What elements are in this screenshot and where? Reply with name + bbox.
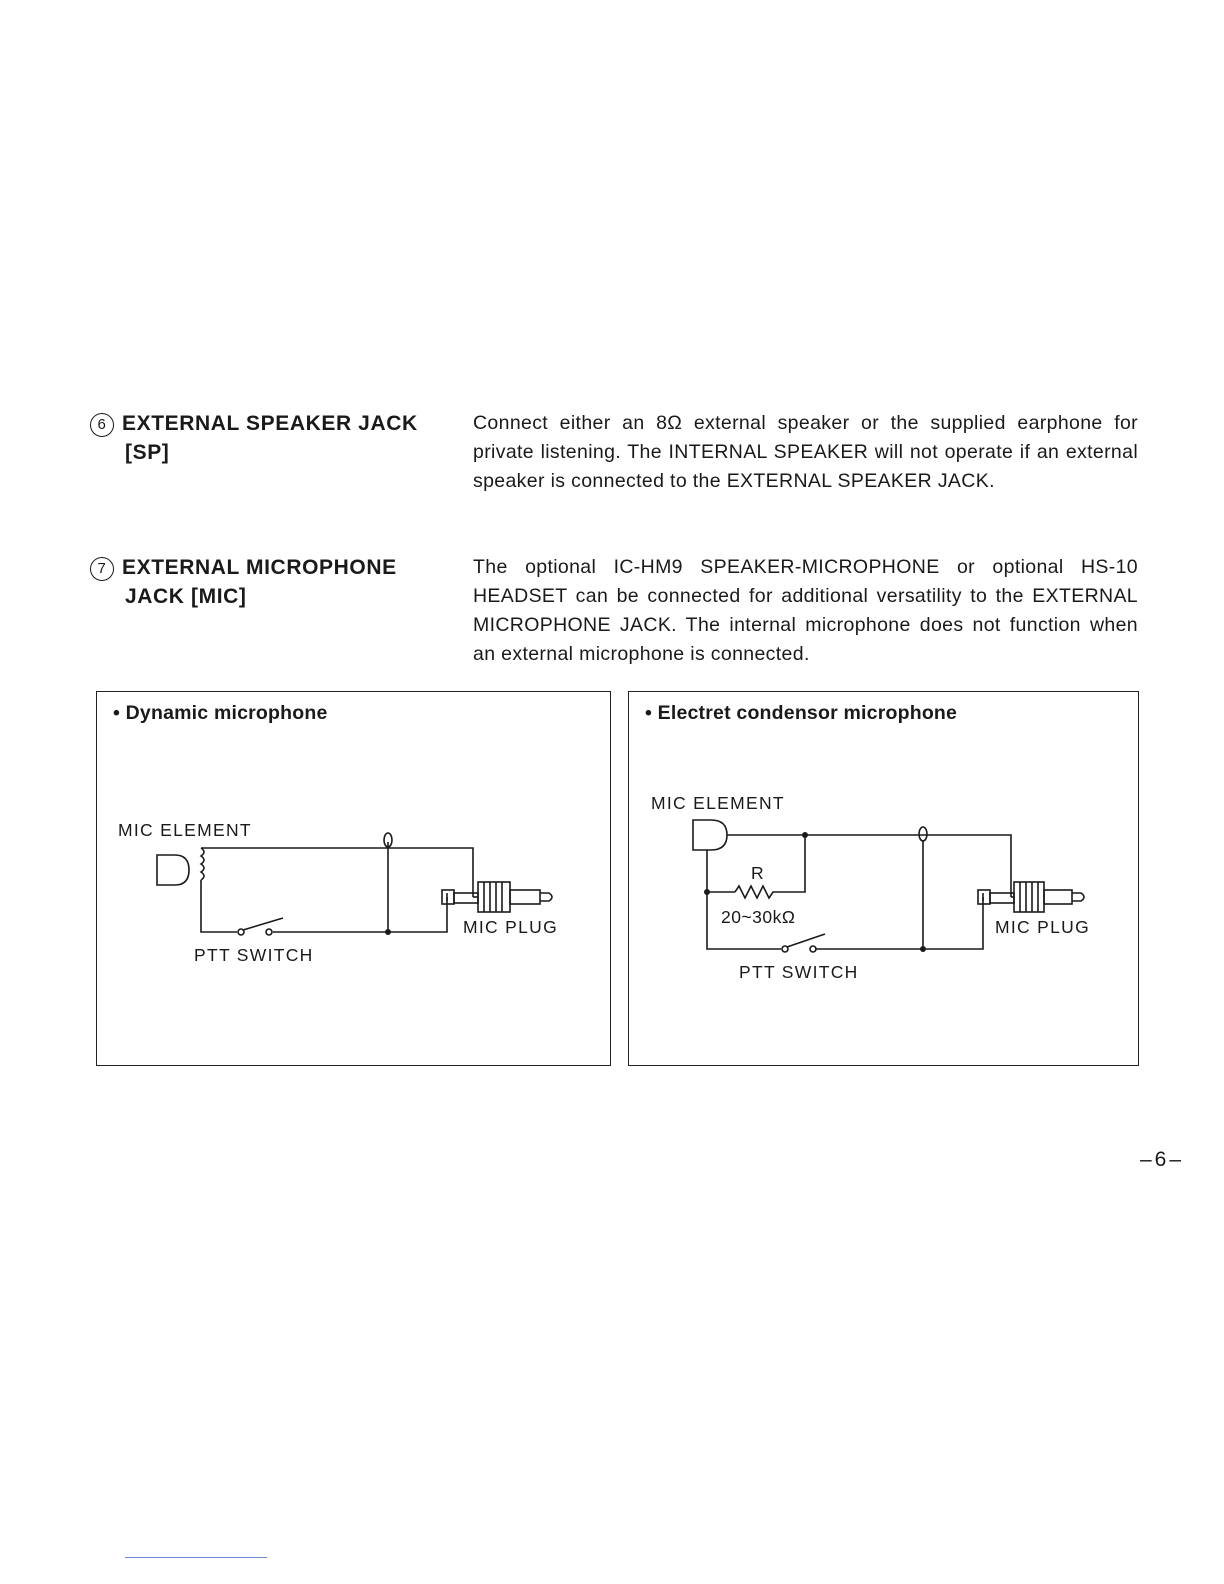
- resistor-icon: [735, 886, 779, 898]
- dynamic-mic-plug-label: MIC PLUG: [463, 917, 558, 937]
- dynamic-mic-element-icon: [157, 855, 189, 885]
- section-7-title: [90, 553, 440, 611]
- dynamic-top-wire: [201, 848, 473, 897]
- section-6-body: Connect either an 8Ω external speaker or the supplied earphone for private listening. The INTERNAL SPEAKER will not operate if an external speaker is connected to the EXTERNAL SPEAKER JACK.: [473, 412, 1138, 492]
- page-number: –6–: [1140, 1148, 1185, 1171]
- electret-bottom-right-wire: [815, 897, 983, 949]
- dynamic-bottom-right-wire: [273, 897, 447, 932]
- dynamic-ptt-switch-label: PTT SWITCH: [194, 945, 314, 965]
- dynamic-bottom-left-wire: [201, 880, 237, 932]
- electret-bottom-left-wire: [707, 850, 781, 949]
- ptt-switch-icon: [243, 918, 283, 930]
- dynamic-circuit-diagram: [97, 692, 610, 1065]
- electret-microphone-title: • Electret condensor microphone: [645, 702, 958, 724]
- section-6-title-line2: [SP]: [125, 441, 170, 464]
- dynamic-mic-element-label: MIC ELEMENT: [118, 820, 252, 840]
- dynamic-microphone-panel: [96, 691, 611, 1066]
- section-6-title-line1: EXTERNAL SPEAKER JACK: [122, 412, 418, 435]
- section-number-7: 7: [90, 557, 114, 581]
- electret-microphone-panel: [628, 691, 1139, 1066]
- dynamic-microphone-title: • Dynamic microphone: [113, 702, 328, 724]
- electret-shield-icon: [919, 827, 927, 841]
- resistor-label: R: [751, 863, 765, 883]
- section-7-title-line1: EXTERNAL MICROPHONE: [122, 556, 397, 579]
- electret-mic-element-icon: [693, 820, 727, 850]
- section-7-body: The optional IC-HM9 SPEAKER-MICROPHONE or optional HS-10 HEADSET can be connected for additional versatility to the EXTERNAL MICROPHONE JACK. The internal microphone does not function when an external microphone is connected.: [473, 556, 1138, 665]
- section-7-title-line2: JACK [MIC]: [125, 585, 247, 608]
- electret-mic-element-label: MIC ELEMENT: [651, 793, 785, 813]
- ptt-switch-icon: [787, 934, 825, 947]
- electret-ptt-switch-label: PTT SWITCH: [739, 962, 859, 982]
- section-6-title: [90, 409, 440, 467]
- section-number-6: 6: [90, 413, 114, 437]
- dynamic-mic-plug-icon: [442, 882, 552, 912]
- electret-circuit-diagram: [629, 692, 1138, 1065]
- electret-mic-plug-icon: [978, 882, 1084, 912]
- electret-top-wire: [727, 835, 1011, 897]
- resistor-right-wire: [779, 835, 805, 892]
- coil-icon: [201, 848, 204, 880]
- resistor-value-label: 20~30kΩ: [721, 907, 796, 927]
- electret-mic-plug-label: MIC PLUG: [995, 917, 1090, 937]
- bottom-rule: [125, 1557, 267, 1558]
- ptt-contact-icon: [266, 929, 272, 935]
